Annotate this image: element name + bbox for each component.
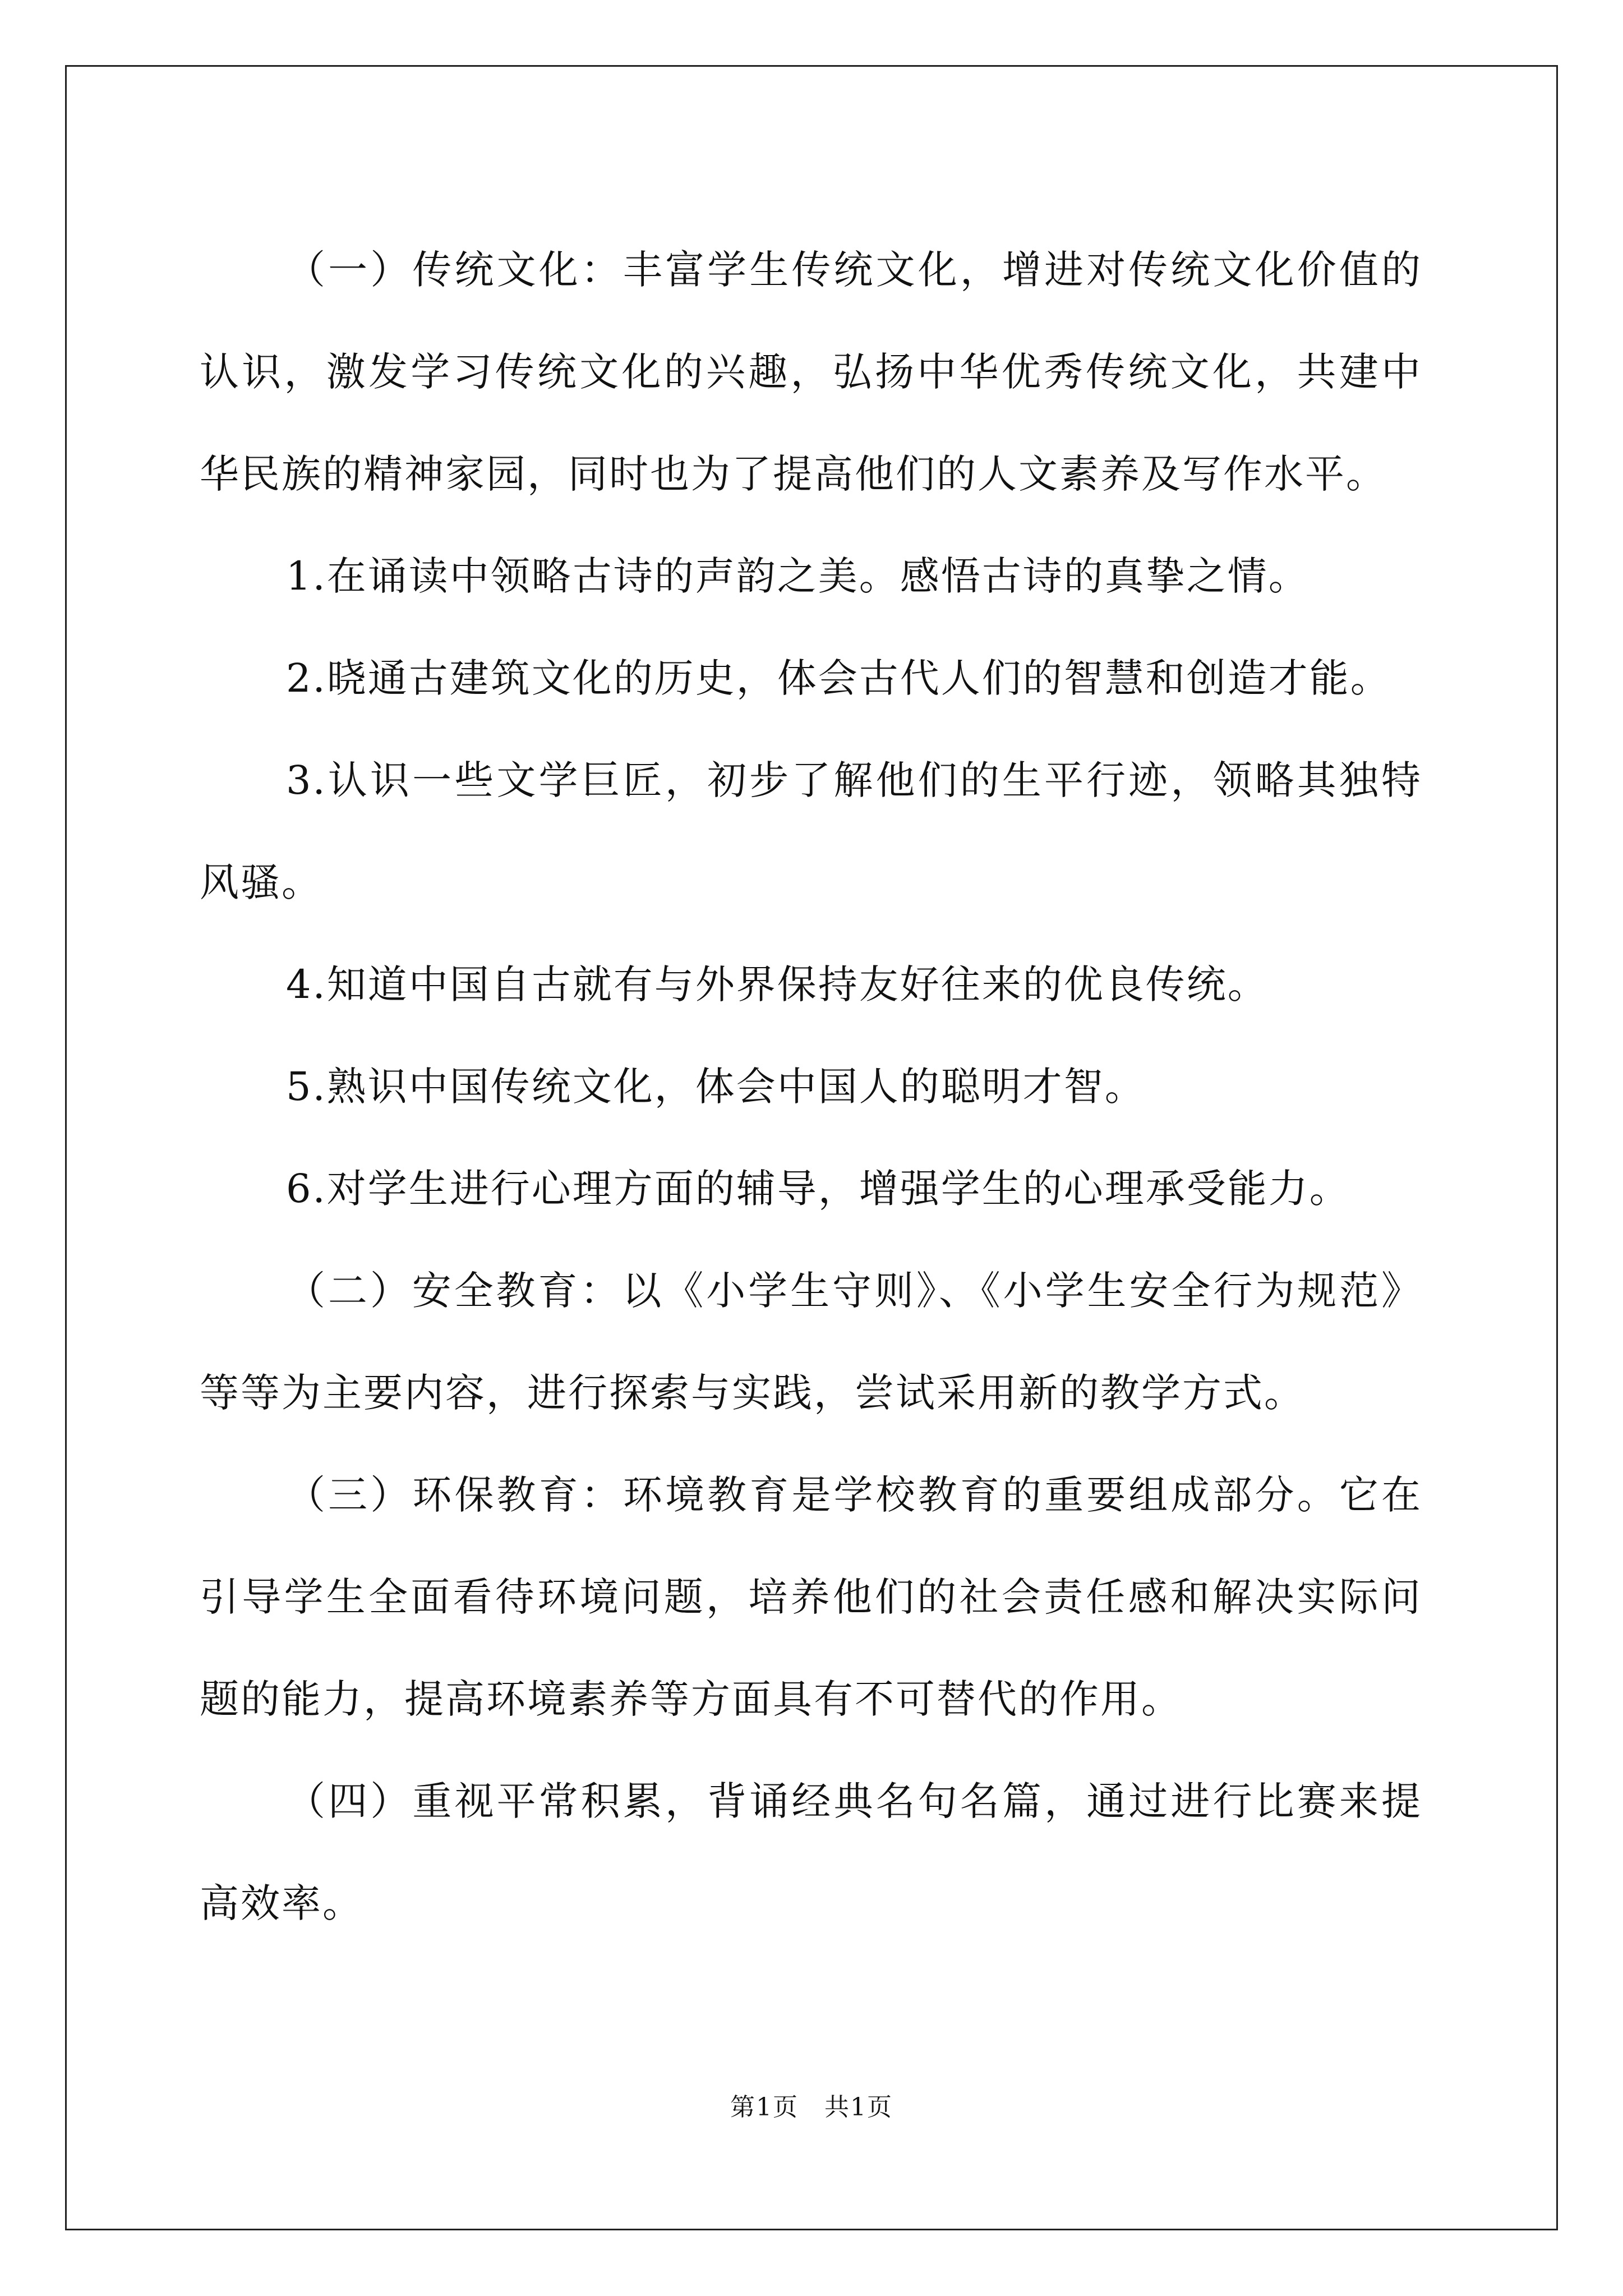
paragraph-item-5: 5.熟识中国传统文化，体会中国人的聪明才智。 [286,1064,1146,1110]
paragraph-item-1: 1.在诵读中领略古诗的声韵之美。感悟古诗的真挚之情。 [286,553,1310,599]
paragraph-environmental-education: （三）环保教育：环境教育是学校教育的重要组成部分。它在引导学生全面看待环境问题，培养他们的社会责任感和解决实际问题的能力，提高环境素养等方面具有不可替代的作用。 [200,1472,1422,1722]
page-number-footer: 第1页 共1页 [730,2093,893,2122]
paragraph-safety-education: （二）安全教育：以《小学生守则》、《小学生安全行为规范》等等为主要内容，进行探索与实践，尝试采用新的教学方式。 [200,1268,1422,1416]
document-body [200,219,1422,1954]
paragraph-item-3: 3.认识一些文学巨匠，初步了解他们的生平行迹，领略其独特风骚。 [200,757,1422,905]
paragraph-item-4: 4.知道中国自古就有与外界保持友好往来的优良传统。 [286,961,1269,1007]
paragraph-traditional-culture: （一）传统文化：丰富学生传统文化，增进对传统文化价值的认识，激发学习传统文化的兴趣，弘扬中华优秀传统文化，共建中华民族的精神家园，同时也为了提高他们的人文素养及写作水平。 [200,247,1422,497]
paragraph-item-2: 2.晓通古建筑文化的历史，体会古代人们的智慧和创造才能。 [286,655,1391,701]
paragraph-daily-accumulation: （四）重视平常积累，背诵经典名句名篇，通过进行比赛来提高效率。 [200,1778,1422,1926]
paragraph-item-6: 6.对学生进行心理方面的辅导，增强学生的心理承受能力。 [286,1166,1350,1212]
